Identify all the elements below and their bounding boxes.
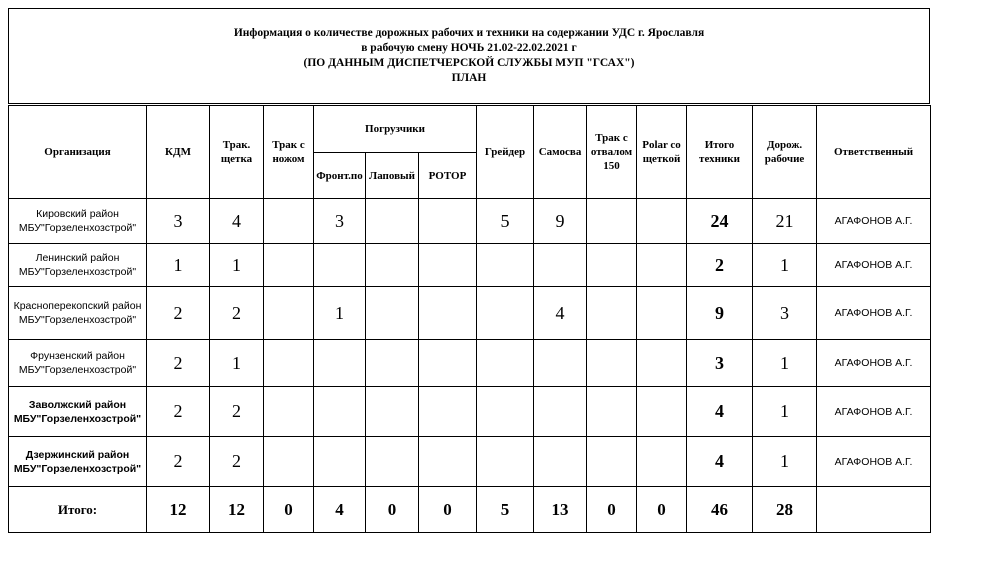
report-title-line-1: Информация о количестве дорожных рабочих и техники на содержании УДС г. Ярославля <box>233 27 705 39</box>
dump-cell: 9 <box>534 199 587 244</box>
kdm-cell: 3 <box>147 199 210 244</box>
total-tech-cell: 24 <box>687 199 753 244</box>
org-cell: Ленинский район МБУ"Горзеленхозстрой" <box>9 244 147 287</box>
org-cell: Фрунзенский район МБУ"Горзеленхозстрой" <box>9 340 147 387</box>
header-grader: Грейдер <box>477 106 534 199</box>
total-loader-front-cell: 4 <box>314 487 366 533</box>
header-trak-knife: Трак с ножом <box>264 106 314 199</box>
dump-cell: 4 <box>534 287 587 340</box>
trak-brush-cell: 1 <box>210 340 264 387</box>
loader-rotor-cell <box>419 387 477 437</box>
total-loader-rotor-cell: 0 <box>419 487 477 533</box>
polar-cell <box>637 340 687 387</box>
trak-blade-cell <box>587 340 637 387</box>
totals-label: Итого: <box>9 487 147 533</box>
report-title-line-3: (ПО ДАННЫМ ДИСПЕТЧЕРСКОЙ СЛУЖБЫ МУП "ГСАХ") <box>303 57 635 69</box>
equipment-table <box>8 105 931 533</box>
loader-lapovy-cell <box>366 437 419 487</box>
responsible-cell: АГАФОНОВ А.Г. <box>817 387 931 437</box>
dump-cell <box>534 244 587 287</box>
responsible-cell: АГАФОНОВ А.Г. <box>817 340 931 387</box>
grader-cell <box>477 437 534 487</box>
polar-cell <box>637 199 687 244</box>
road-workers-cell: 21 <box>753 199 817 244</box>
polar-cell <box>637 437 687 487</box>
polar-cell <box>637 244 687 287</box>
table-row <box>9 340 931 387</box>
trak-brush-cell: 1 <box>210 244 264 287</box>
loader-front-cell <box>314 244 366 287</box>
loader-front-cell: 1 <box>314 287 366 340</box>
header-loader-front: Фронт.по <box>314 153 366 199</box>
trak-brush-cell: 2 <box>210 437 264 487</box>
header-polar-brush: Polar со щеткой <box>637 106 687 199</box>
kdm-cell: 2 <box>147 437 210 487</box>
road-workers-cell: 1 <box>753 244 817 287</box>
responsible-cell: АГАФОНОВ А.Г. <box>817 437 931 487</box>
responsible-cell: АГАФОНОВ А.Г. <box>817 244 931 287</box>
header-responsible: Ответственный <box>817 106 931 199</box>
loader-rotor-cell <box>419 287 477 340</box>
trak-blade-cell <box>587 437 637 487</box>
header-organization: Организация <box>9 106 147 199</box>
loader-front-cell <box>314 340 366 387</box>
report-title-line-2: в рабочую смену НОЧЬ 21.02-22.02.2021 г <box>361 42 577 54</box>
org-cell: Кировский район МБУ"Горзеленхозстрой" <box>9 199 147 244</box>
loader-front-cell <box>314 437 366 487</box>
trak-blade-cell <box>587 287 637 340</box>
total-tech-cell: 4 <box>687 437 753 487</box>
total-tech-total-cell: 46 <box>687 487 753 533</box>
table-row <box>9 199 931 244</box>
total-tech-cell: 2 <box>687 244 753 287</box>
road-workers-cell: 1 <box>753 340 817 387</box>
total-trak-blade-cell: 0 <box>587 487 637 533</box>
loader-rotor-cell <box>419 244 477 287</box>
grader-cell <box>477 340 534 387</box>
trak-knife-cell <box>264 287 314 340</box>
total-polar-cell: 0 <box>637 487 687 533</box>
kdm-cell: 2 <box>147 287 210 340</box>
table-row <box>9 287 931 340</box>
polar-cell <box>637 387 687 437</box>
grader-cell <box>477 287 534 340</box>
total-trak-knife-cell: 0 <box>264 487 314 533</box>
loader-front-cell: 3 <box>314 199 366 244</box>
road-workers-cell: 1 <box>753 437 817 487</box>
loader-rotor-cell <box>419 199 477 244</box>
report-title-box <box>8 8 930 104</box>
total-trak-brush-cell: 12 <box>210 487 264 533</box>
report-title-line-4: ПЛАН <box>451 72 487 84</box>
trak-knife-cell <box>264 199 314 244</box>
trak-brush-cell: 2 <box>210 287 264 340</box>
org-cell: Заволжский район МБУ"Горзеленхозстрой" <box>9 387 147 437</box>
responsible-cell: АГАФОНОВ А.Г. <box>817 199 931 244</box>
loader-lapovy-cell <box>366 387 419 437</box>
total-responsible-cell <box>817 487 931 533</box>
grader-cell <box>477 387 534 437</box>
total-loader-lapovy-cell: 0 <box>366 487 419 533</box>
dump-cell <box>534 340 587 387</box>
header-trak-blade: Трак с отвалом 150 <box>587 106 637 199</box>
header-loaders: Погрузчики <box>314 106 477 153</box>
org-cell: Дзержинский район МБУ"Горзеленхозстрой" <box>9 437 147 487</box>
road-workers-cell: 1 <box>753 387 817 437</box>
table-row <box>9 387 931 437</box>
road-workers-cell: 3 <box>753 287 817 340</box>
total-grader-cell: 5 <box>477 487 534 533</box>
grader-cell <box>477 244 534 287</box>
trak-knife-cell <box>264 437 314 487</box>
header-trak-brush: Трак. щетка <box>210 106 264 199</box>
total-dump-cell: 13 <box>534 487 587 533</box>
polar-cell <box>637 287 687 340</box>
trak-brush-cell: 2 <box>210 387 264 437</box>
header-loader-lapovy: Лаповый <box>366 153 419 199</box>
total-kdm-cell: 12 <box>147 487 210 533</box>
header-dump-truck: Самосва <box>534 106 587 199</box>
header-kdm: КДМ <box>147 106 210 199</box>
loader-lapovy-cell <box>366 340 419 387</box>
responsible-cell: АГАФОНОВ А.Г. <box>817 287 931 340</box>
totals-row <box>9 487 931 533</box>
loader-rotor-cell <box>419 340 477 387</box>
loader-rotor-cell <box>419 437 477 487</box>
total-road-workers-cell: 28 <box>753 487 817 533</box>
kdm-cell: 2 <box>147 387 210 437</box>
trak-blade-cell <box>587 244 637 287</box>
dump-cell <box>534 387 587 437</box>
header-loader-rotor: РОТОР <box>419 153 477 199</box>
grader-cell: 5 <box>477 199 534 244</box>
loader-lapovy-cell <box>366 244 419 287</box>
loader-lapovy-cell <box>366 287 419 340</box>
trak-knife-cell <box>264 340 314 387</box>
trak-blade-cell <box>587 387 637 437</box>
header-total-tech: Итого техники <box>687 106 753 199</box>
dump-cell <box>534 437 587 487</box>
loader-lapovy-cell <box>366 199 419 244</box>
kdm-cell: 1 <box>147 244 210 287</box>
trak-brush-cell: 4 <box>210 199 264 244</box>
trak-knife-cell <box>264 387 314 437</box>
org-cell: Красноперекопский район МБУ"Горзеленхозстрой" <box>9 287 147 340</box>
total-tech-cell: 3 <box>687 340 753 387</box>
table-row <box>9 244 931 287</box>
header-road-workers: Дорож. рабочие <box>753 106 817 199</box>
total-tech-cell: 4 <box>687 387 753 437</box>
kdm-cell: 2 <box>147 340 210 387</box>
report-sheet <box>8 8 930 533</box>
trak-knife-cell <box>264 244 314 287</box>
table-row <box>9 437 931 487</box>
trak-blade-cell <box>587 199 637 244</box>
loader-front-cell <box>314 387 366 437</box>
total-tech-cell: 9 <box>687 287 753 340</box>
